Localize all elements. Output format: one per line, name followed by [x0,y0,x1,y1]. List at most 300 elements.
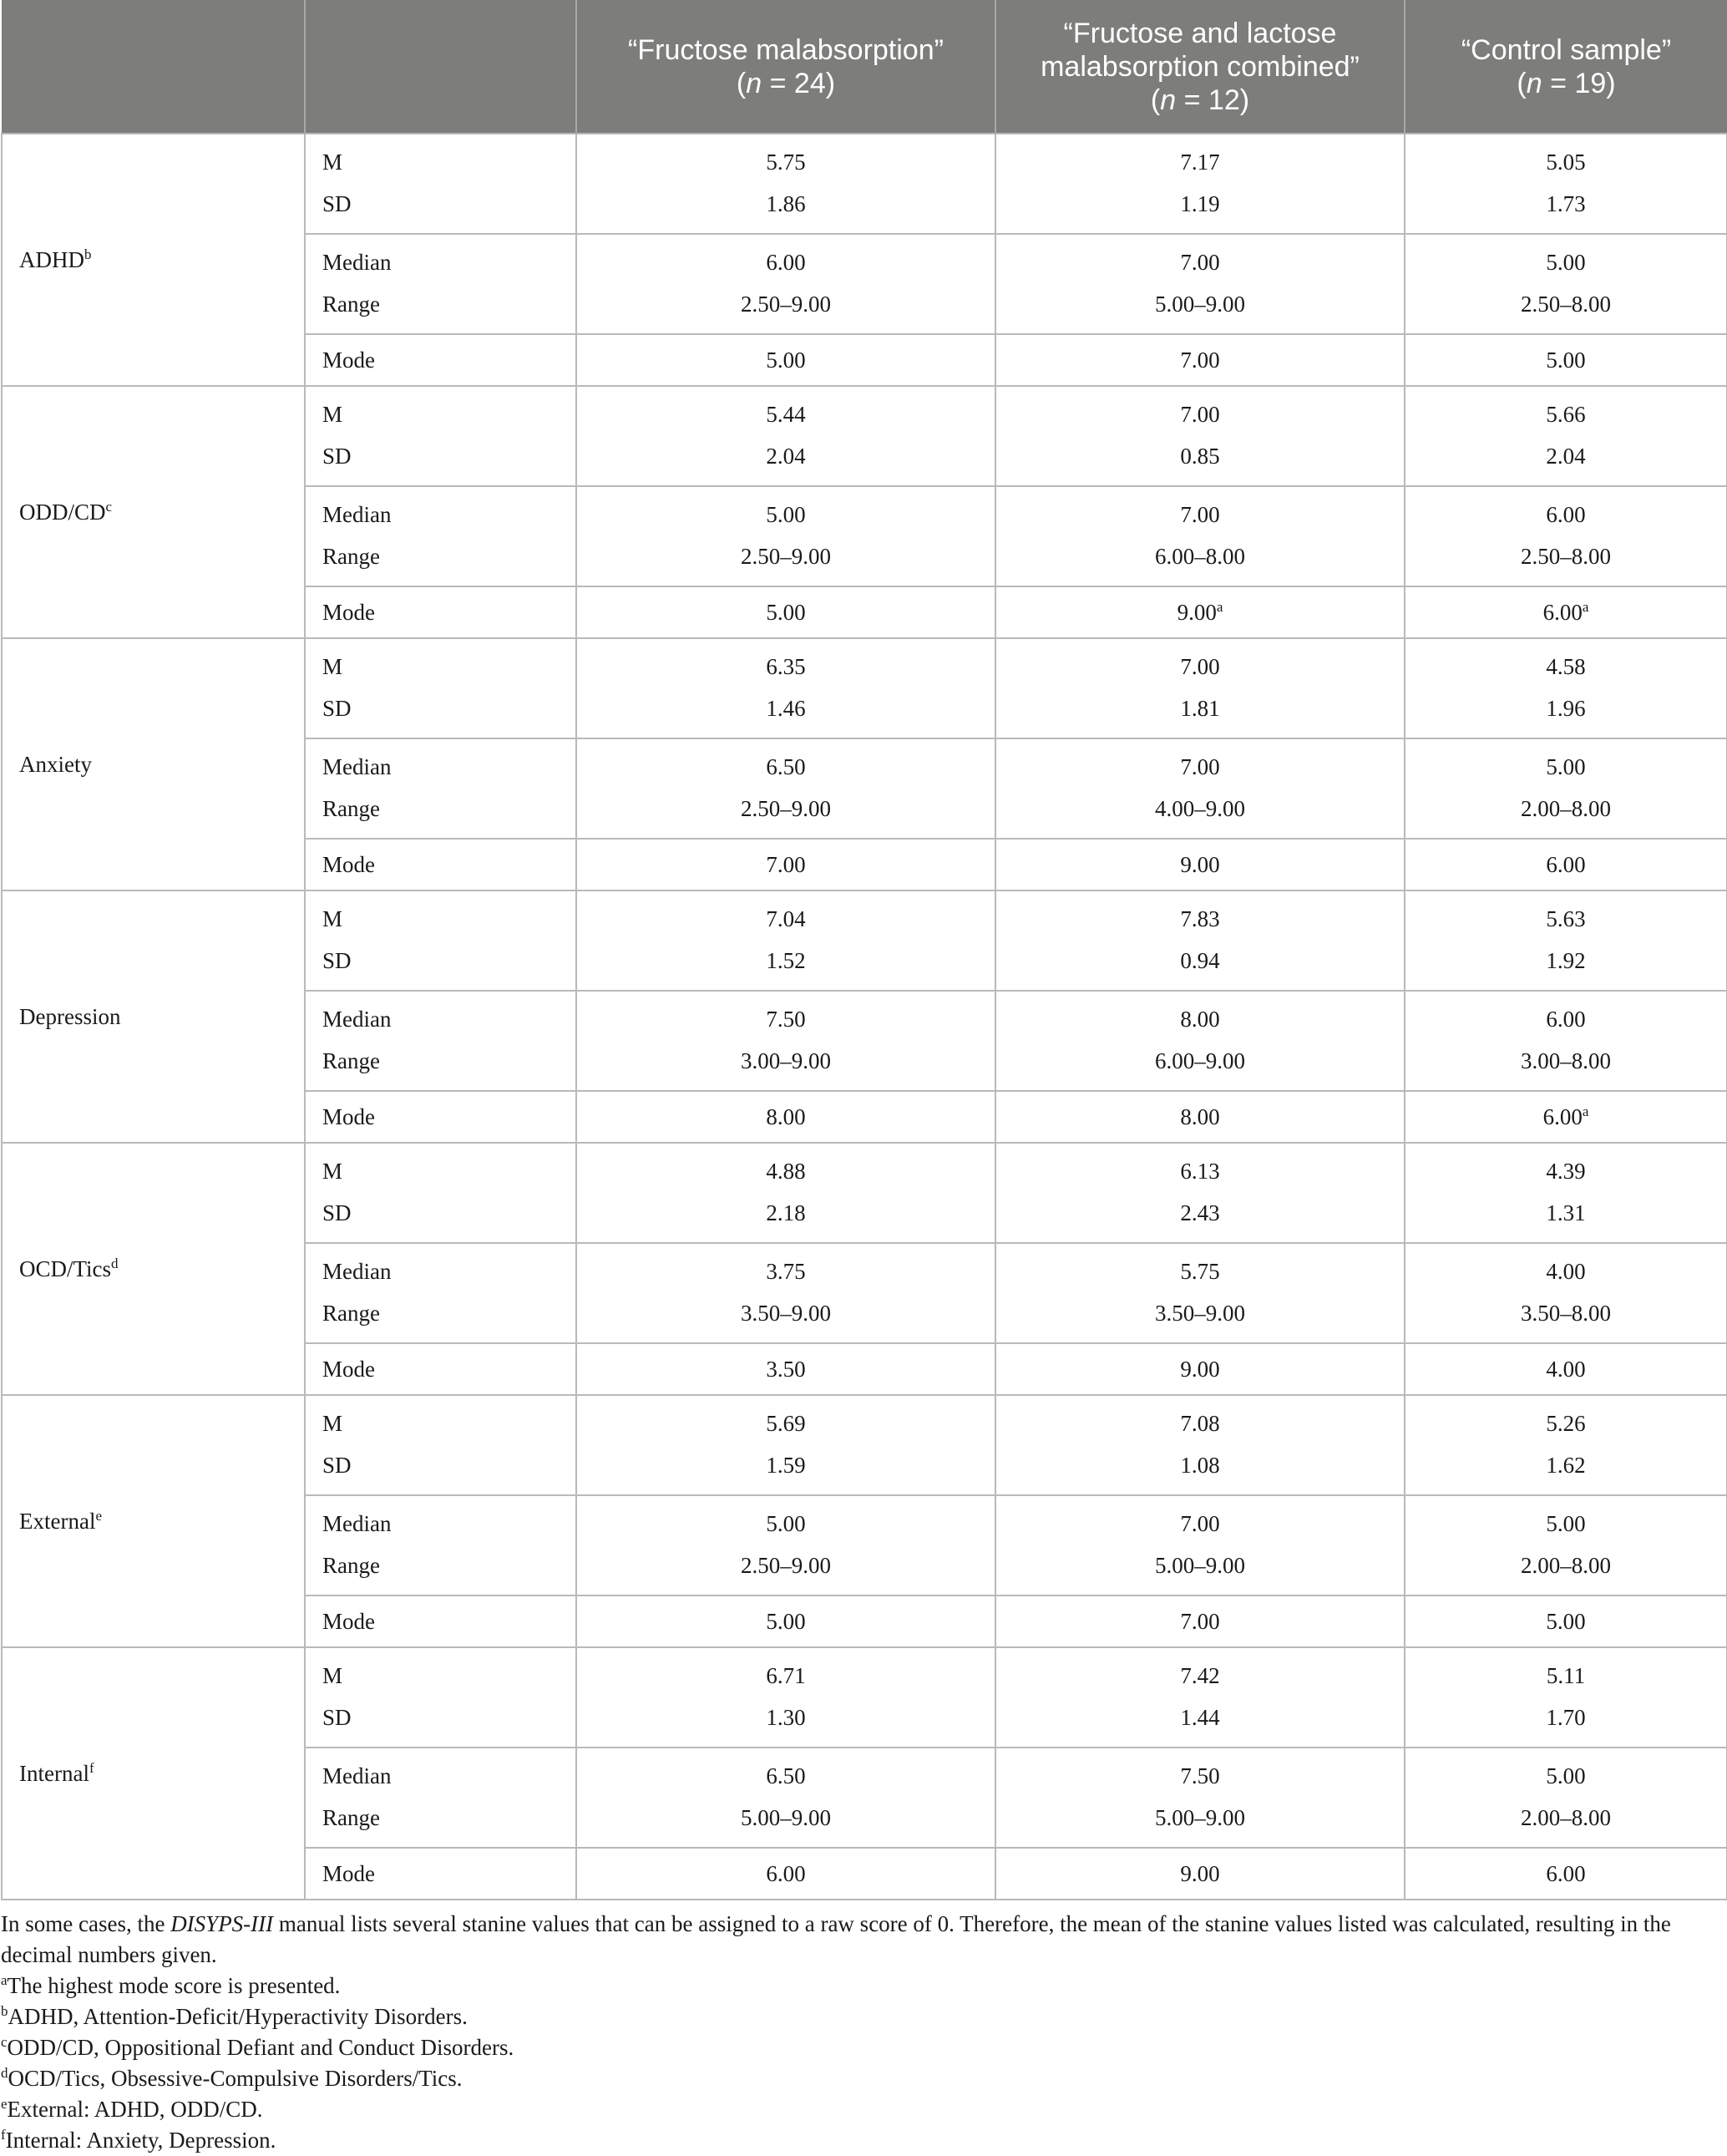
stat-label: SD [322,444,352,469]
footnote-text: The highest mode score is presented. [7,1973,341,1998]
stat-label-cell [305,486,576,586]
value-cell [1405,1243,1727,1343]
stat-label: Range [322,796,380,821]
footnote-marker: a [1216,598,1223,615]
row-category-label: ADHD [19,246,84,272]
value-cell [1405,1343,1727,1395]
value-median [1405,1259,1726,1301]
footnote [1,2094,1724,2125]
stat-label-cell [305,1595,576,1647]
row-category [2,1143,305,1395]
value-cell [1405,1143,1727,1243]
stat-label-cell [305,1343,576,1395]
value-sd [1405,191,1726,233]
value-text: 7.00 [1180,754,1220,779]
value-text: 1.08 [1180,1453,1220,1478]
value-text: 9.00 [1180,1356,1220,1382]
stat-label: Mode [322,347,375,373]
note-intro [1,1909,1724,1971]
value-text: 1.59 [766,1453,806,1478]
header-control-n-label: n [1526,67,1542,99]
value-m [577,1663,995,1705]
value-mode [1543,1104,1589,1130]
value-text: 2.04 [766,444,806,469]
footnote [1,2125,1724,2156]
value-text: 7.00 [1180,502,1220,527]
value-range [996,1805,1404,1847]
value-cell [1405,1848,1727,1900]
value-cell [995,386,1405,486]
value-m [996,654,1404,696]
footnote-mark: b [1,2003,8,2019]
value-m [1405,1159,1726,1200]
value-text: 1.44 [1180,1705,1220,1730]
value-cell [576,738,995,839]
value-text: 2.50–9.00 [741,292,831,317]
value-range [996,1301,1404,1342]
value-sd [996,948,1404,990]
value-range [1405,292,1726,333]
stat-label: Mode [322,1860,375,1886]
value-m [577,1411,995,1453]
stat-label-cell [305,1748,576,1848]
value-sd [577,696,995,738]
value-text: 5.00–9.00 [1155,292,1245,317]
value-m [1405,906,1726,948]
header-combined-n-label: n [1160,84,1177,116]
value-cell [576,1395,995,1495]
value-text: 7.00 [1180,402,1220,427]
value-cell [1405,486,1727,586]
stat-label: M [322,1159,343,1184]
value-text: 9.00 [1180,851,1220,877]
value-sd [996,1453,1404,1494]
value-text: 1.46 [766,696,806,721]
header-control: “Control sample” (n = 19) [1405,0,1727,134]
value-mode [1180,852,1219,878]
footnote-marker: c [105,498,113,515]
stat-label: SD [322,1453,352,1478]
value-text: 3.00–9.00 [741,1048,831,1073]
table-row [2,638,1727,738]
footnote [1,2001,1724,2032]
value-text: 7.00 [1180,250,1220,275]
row-category-label: External [19,1508,96,1534]
value-cell [1405,839,1727,890]
value-cell [1405,1495,1727,1595]
value-range [577,544,995,586]
stat-label-cell [305,334,576,386]
value-text: 3.50 [766,1356,806,1382]
value-range [996,1048,1404,1090]
value-text: 6.00 [1546,1860,1586,1886]
stat-label-cell [305,1143,576,1243]
value-text: 7.50 [766,1007,806,1032]
value-text: 9.00 [1180,1860,1220,1886]
value-sd [996,696,1404,738]
value-text: 5.00 [1546,347,1586,373]
value-m [1405,402,1726,444]
row-category [2,1647,305,1900]
value-text: 5.05 [1546,150,1586,175]
stat-label: M [322,150,343,175]
value-cell [995,1848,1405,1900]
value-text: 7.17 [1180,150,1220,175]
value-cell [995,890,1405,991]
stat-label: Mode [322,1608,375,1634]
header-combined-title-1: “Fructose and lactose [1063,17,1337,49]
value-text: 5.66 [1546,402,1586,427]
value-sd [996,1200,1404,1242]
value-text: 2.50–9.00 [741,1553,831,1578]
row-category [2,134,305,386]
value-text: 5.00 [1546,1511,1586,1536]
value-cell [1405,1091,1727,1143]
value-range [996,544,1404,586]
value-text: 1.30 [766,1705,806,1730]
value-sd [1405,444,1726,485]
value-text: 5.00 [766,502,806,527]
footnote-marker: b [84,246,92,262]
stat-label-cell [305,1243,576,1343]
header-combined-title-2: malabsorption combined” [1041,50,1360,83]
value-text: 6.50 [766,754,806,779]
value-median [577,1511,995,1553]
value-text: 1.81 [1180,696,1220,721]
table-row [2,1647,1727,1748]
footnote-marker: d [111,1255,119,1271]
value-text: 5.75 [766,150,806,175]
value-range [1405,1553,1726,1595]
value-cell [995,134,1405,234]
value-median [996,1007,1404,1048]
value-range [577,1553,995,1595]
value-text: 1.52 [766,948,806,973]
value-m [1405,654,1726,696]
value-text: 2.00–8.00 [1521,796,1611,821]
value-sd [577,1705,995,1747]
value-cell [995,638,1405,738]
value-text: 1.96 [1546,696,1586,721]
footnote-mark: e [1,2096,8,2112]
value-text: 1.19 [1180,191,1220,216]
stat-label: Range [322,1805,380,1830]
value-cell [995,334,1405,386]
header-fructose: “Fructose malabsorption” (n = 24) [576,0,995,134]
value-text: 9.00 [1177,599,1217,625]
value-cell [1405,738,1727,839]
value-cell [576,1647,995,1748]
value-text: 6.71 [766,1663,806,1688]
value-range [577,1805,995,1847]
value-text: 5.00 [1546,754,1586,779]
stat-label-cell [305,1495,576,1595]
stat-label: M [322,654,343,679]
value-cell [995,1595,1405,1647]
footnote-list [1,1971,1724,2156]
value-range [1405,544,1726,586]
stat-label: Mode [322,1103,375,1129]
value-text: 4.00 [1546,1356,1586,1382]
value-cell [995,839,1405,890]
header-fructose-n: = 24) [762,67,836,99]
value-median [996,1511,1404,1553]
footnote-marker: f [89,1759,94,1776]
value-cell [576,386,995,486]
stat-label: M [322,906,343,931]
row-category [2,638,305,890]
value-text: 7.83 [1180,906,1220,931]
value-text: 4.58 [1546,654,1586,679]
stat-label-cell [305,1395,576,1495]
value-cell [576,1343,995,1395]
table-header [2,0,1727,134]
stat-label: Median [322,1511,392,1536]
value-cell [576,1848,995,1900]
value-range [577,1301,995,1342]
value-cell [995,1495,1405,1595]
stat-label: M [322,402,343,427]
value-cell [576,1748,995,1848]
row-category-label: Anxiety [19,751,92,777]
value-range [1405,1301,1726,1342]
stanine-table [1,0,1727,1900]
stat-label: Median [322,1763,392,1788]
value-text: 2.50–9.00 [741,544,831,569]
value-sd [577,191,995,233]
value-text: 5.00–9.00 [1155,1805,1245,1830]
value-text: 6.50 [766,1763,806,1788]
value-cell [1405,1595,1727,1647]
header-empty-1 [2,0,305,134]
value-mode [766,852,805,878]
value-cell [1405,638,1727,738]
value-text: 2.00–8.00 [1521,1553,1611,1578]
footnote-text: ADHD, Attention-Deficit/Hyperactivity Disorders. [8,2004,468,2029]
stat-label-cell [305,638,576,738]
value-median [996,1259,1404,1301]
value-cell [995,586,1405,638]
row-category-label: OCD/Tics [19,1256,112,1281]
value-text: 6.00 [766,1860,806,1886]
value-cell [1405,890,1727,991]
value-cell [995,1748,1405,1848]
value-text: 0.94 [1180,948,1220,973]
value-text: 1.86 [766,191,806,216]
value-m [996,1159,1404,1200]
value-mode [1546,347,1585,373]
value-m [996,150,1404,191]
value-text: 8.00 [1180,1103,1220,1129]
row-category [2,890,305,1143]
value-text: 5.00 [1546,250,1586,275]
stat-label: SD [322,1705,352,1730]
value-m [996,1663,1404,1705]
value-mode [1180,1861,1219,1887]
value-text: 5.63 [1546,906,1586,931]
value-text: 6.00 [1546,502,1586,527]
stat-label-cell [305,738,576,839]
value-m [1405,1411,1726,1453]
value-text: 7.42 [1180,1663,1220,1688]
stat-label: M [322,1663,343,1688]
value-cell [576,839,995,890]
value-text: 2.50–8.00 [1521,292,1611,317]
stat-label: SD [322,191,352,216]
header-fructose-n-label: n [746,67,762,99]
value-cell [995,486,1405,586]
value-m [996,402,1404,444]
value-cell [576,334,995,386]
value-median [1405,1763,1726,1805]
stat-label: Range [322,1048,380,1073]
value-text: 5.00 [766,347,806,373]
value-text: 4.39 [1546,1159,1586,1184]
value-mode [766,1609,805,1635]
value-text: 7.08 [1180,1411,1220,1436]
value-cell [576,1091,995,1143]
value-median [996,250,1404,292]
value-cell [1405,991,1727,1091]
value-cell [1405,334,1727,386]
header-empty-2 [305,0,576,134]
row-category [2,386,305,638]
value-range [577,796,995,838]
stat-label-cell [305,386,576,486]
note-intro-instrument: DISYPS-III [170,1911,274,1936]
header-combined: “Fructose and lactose malabsorption combined” (n = 12) [995,0,1405,134]
value-cell [576,1595,995,1647]
value-text: 2.50–8.00 [1521,544,1611,569]
value-text: 6.00 [1546,1007,1586,1032]
footnote-text: External: ADHD, ODD/CD. [7,2097,263,2122]
value-text: 3.50–9.00 [741,1301,831,1326]
value-range [577,292,995,333]
footnote [1,2032,1724,2063]
stat-label: SD [322,696,352,721]
value-text: 6.00–8.00 [1155,544,1245,569]
value-text: 5.00–9.00 [741,1805,831,1830]
value-sd [996,191,1404,233]
value-text: 4.00–9.00 [1155,796,1245,821]
value-cell [576,134,995,234]
value-sd [996,444,1404,485]
value-text: 4.00 [1546,1259,1586,1284]
stat-label-cell [305,890,576,991]
value-cell [1405,1748,1727,1848]
table-notes [0,1900,1726,2156]
stat-label: Mode [322,851,375,877]
value-text: 6.00 [1542,1103,1583,1129]
footnote-marker: a [1582,598,1589,615]
footnote-text: OCD/Tics, Obsessive-Compulsive Disorders/Tics. [8,2066,463,2091]
row-category-label: Internal [19,1760,89,1786]
value-mode [1546,1357,1585,1382]
value-m [1405,150,1726,191]
value-text: 6.00 [1546,851,1586,877]
stat-label: Median [322,250,392,275]
stat-label: Mode [322,599,375,625]
value-sd [1405,1453,1726,1494]
value-cell [995,991,1405,1091]
stat-label: Median [322,1007,392,1032]
value-text: 7.04 [766,906,806,931]
value-median [577,754,995,796]
value-text: 6.00–9.00 [1155,1048,1245,1073]
table-row [2,1395,1727,1495]
value-median [996,502,1404,544]
value-text: 5.00 [766,1608,806,1634]
value-median [996,1763,1404,1805]
value-cell [995,1143,1405,1243]
stat-label-cell [305,134,576,234]
value-text: 4.88 [766,1159,806,1184]
table-body [2,134,1727,1900]
note-intro-text-2: manual lists several stanine values that can be assigned to a raw score of 0. Therefore, the mean of the stanine values listed was calculated, resulting in the decimal numbers given. [1,1911,1671,1967]
value-text: 3.50–8.00 [1521,1301,1611,1326]
value-mode [766,1357,805,1382]
value-mode [1546,852,1585,878]
value-cell [1405,1647,1727,1748]
value-text: 6.00 [766,250,806,275]
value-m [577,654,995,696]
table-row [2,134,1727,234]
stat-label: Mode [322,1356,375,1382]
value-text: 5.75 [1180,1259,1220,1284]
value-median [1405,502,1726,544]
value-mode [1546,1609,1585,1635]
value-cell [576,1495,995,1595]
value-text: 7.00 [1180,347,1220,373]
value-text: 5.69 [766,1411,806,1436]
stat-label-cell [305,1647,576,1748]
value-text: 5.11 [1546,1663,1586,1688]
value-text: 6.00 [1542,599,1583,625]
value-mode [1546,1861,1585,1887]
value-median [1405,1511,1726,1553]
row-category-label: Depression [19,1003,121,1029]
value-median [577,502,995,544]
value-sd [577,1453,995,1494]
value-text: 8.00 [766,1103,806,1129]
stat-label: Range [322,544,380,569]
value-cell [995,1395,1405,1495]
value-cell [995,1091,1405,1143]
value-text: 6.35 [766,654,806,679]
value-text: 1.70 [1546,1705,1586,1730]
value-cell [576,890,995,991]
header-control-n: = 19) [1542,67,1616,99]
value-median [577,250,995,292]
value-range [996,1553,1404,1595]
footnote-text: Internal: Anxiety, Depression. [5,2128,276,2153]
stat-label: Range [322,292,380,317]
value-cell [1405,386,1727,486]
value-cell [1405,1395,1727,1495]
value-mode [766,600,805,626]
stat-label: Median [322,754,392,779]
value-text: 5.00 [1546,1763,1586,1788]
value-sd [577,444,995,485]
value-cell [995,1343,1405,1395]
value-mode [1180,1609,1219,1635]
row-category [2,1395,305,1647]
value-cell [576,1143,995,1243]
table-row [2,1143,1727,1243]
header-fructose-title: “Fructose malabsorption” [628,33,944,66]
value-cell [995,234,1405,334]
value-cell [1405,234,1727,334]
